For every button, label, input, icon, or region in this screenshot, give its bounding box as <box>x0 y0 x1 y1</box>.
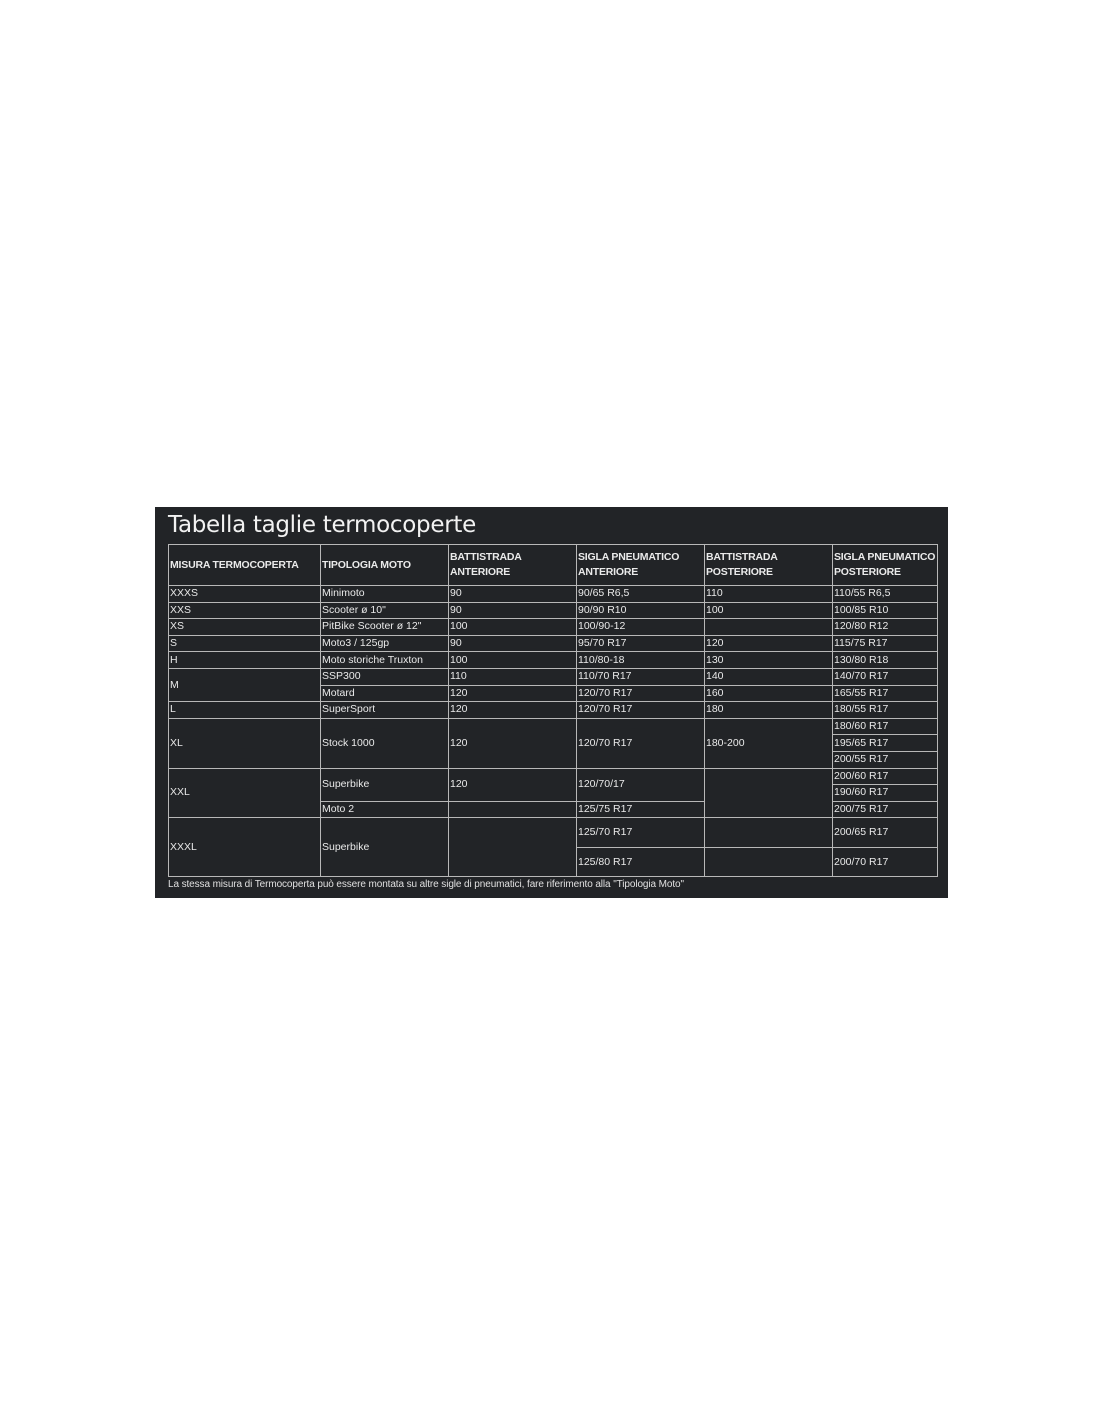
cell-front-tread: 100 <box>449 619 577 636</box>
cell-front-tread: 120 <box>449 768 577 801</box>
table-row <box>169 818 938 848</box>
cell-front-tread: 90 <box>449 635 577 652</box>
cell-rear-tread: 140 <box>705 668 833 685</box>
cell-front-tread: 100 <box>449 652 577 669</box>
cell-rear-tyre: 130/80 R18 <box>833 652 938 669</box>
cell-moto: Motard <box>321 685 449 702</box>
cell-rear-tyre: 200/55 R17 <box>833 751 938 768</box>
cell-rear-tread: 160 <box>705 685 833 702</box>
cell-size: XL <box>169 718 321 768</box>
table-row <box>169 702 938 719</box>
cell-rear-tread: 110 <box>705 586 833 603</box>
cell-rear-tread: 120 <box>705 635 833 652</box>
cell-front-tread <box>449 801 577 818</box>
cell-size: M <box>169 668 321 701</box>
size-chart-panel <box>155 507 948 898</box>
cell-size: XXL <box>169 768 321 818</box>
cell-moto: Moto storiche Truxton <box>321 652 449 669</box>
cell-front-tread: 90 <box>449 586 577 603</box>
cell-rear-tyre: 190/60 R17 <box>833 785 938 802</box>
cell-front-tyre: 90/90 R10 <box>577 602 705 619</box>
cell-rear-tyre: 110/55 R6,5 <box>833 586 938 603</box>
cell-rear-tread <box>705 847 833 877</box>
cell-rear-tyre: 200/70 R17 <box>833 847 938 877</box>
cell-rear-tyre: 180/60 R17 <box>833 718 938 735</box>
cell-moto: Moto 2 <box>321 801 449 818</box>
cell-front-tyre: 125/80 R17 <box>577 847 705 877</box>
table-row <box>169 635 938 652</box>
table-header-row <box>169 545 938 586</box>
cell-front-tread: 90 <box>449 602 577 619</box>
cell-size: H <box>169 652 321 669</box>
header-rear-tread: BATTISTRADA POSTERIORE <box>705 545 833 586</box>
cell-rear-tyre: 120/80 R12 <box>833 619 938 636</box>
cell-moto: Superbike <box>321 768 449 801</box>
page-title: Tabella taglie termocoperte <box>168 512 476 538</box>
cell-moto: Moto3 / 125gp <box>321 635 449 652</box>
header-size: MISURA TERMOCOPERTA <box>169 545 321 586</box>
table-row <box>169 652 938 669</box>
cell-moto: SSP300 <box>321 668 449 685</box>
cell-moto: SuperSport <box>321 702 449 719</box>
cell-size: L <box>169 702 321 719</box>
cell-front-tyre: 125/70 R17 <box>577 818 705 848</box>
cell-size: XXS <box>169 602 321 619</box>
cell-moto: Stock 1000 <box>321 718 449 768</box>
cell-moto: Superbike <box>321 818 449 877</box>
header-front-tread: BATTISTRADA ANTERIORE <box>449 545 577 586</box>
cell-rear-tread <box>705 768 833 818</box>
table-row <box>169 586 938 603</box>
cell-rear-tyre: 200/75 R17 <box>833 801 938 818</box>
cell-rear-tyre: 200/65 R17 <box>833 818 938 848</box>
cell-rear-tyre: 140/70 R17 <box>833 668 938 685</box>
cell-rear-tread <box>705 619 833 636</box>
cell-moto: PitBike Scooter ø 12" <box>321 619 449 636</box>
cell-moto: Scooter ø 10" <box>321 602 449 619</box>
header-rear-tyre: SIGLA PNEUMATICO POSTERIORE <box>833 545 938 586</box>
cell-rear-tyre: 195/65 R17 <box>833 735 938 752</box>
cell-front-tread: 110 <box>449 668 577 685</box>
table-row <box>169 602 938 619</box>
size-table <box>168 544 938 877</box>
header-moto-type: TIPOLOGIA MOTO <box>321 545 449 586</box>
cell-rear-tyre: 200/60 R17 <box>833 768 938 785</box>
cell-rear-tread <box>705 818 833 848</box>
cell-rear-tyre: 165/55 R17 <box>833 685 938 702</box>
cell-size: S <box>169 635 321 652</box>
table-row <box>169 768 938 785</box>
table-row <box>169 718 938 735</box>
cell-front-tread: 120 <box>449 685 577 702</box>
cell-rear-tyre: 100/85 R10 <box>833 602 938 619</box>
cell-front-tread: 120 <box>449 702 577 719</box>
cell-front-tyre: 120/70/17 <box>577 768 705 801</box>
cell-moto: Minimoto <box>321 586 449 603</box>
cell-front-tyre: 90/65 R6,5 <box>577 586 705 603</box>
cell-front-tread <box>449 818 577 877</box>
cell-rear-tyre: 115/75 R17 <box>833 635 938 652</box>
cell-size: XS <box>169 619 321 636</box>
cell-front-tyre: 120/70 R17 <box>577 702 705 719</box>
cell-rear-tread: 180-200 <box>705 718 833 768</box>
cell-front-tyre: 110/80-18 <box>577 652 705 669</box>
table-footnote: La stessa misura di Termocoperta può essere montata su altre sigle di pneumatici, fare riferimento alla "Tipologia Moto" <box>168 879 684 891</box>
cell-rear-tread: 130 <box>705 652 833 669</box>
cell-front-tyre: 110/70 R17 <box>577 668 705 685</box>
cell-front-tyre: 120/70 R17 <box>577 685 705 702</box>
cell-size: XXXS <box>169 586 321 603</box>
cell-rear-tread: 180 <box>705 702 833 719</box>
header-front-tyre: SIGLA PNEUMATICO ANTERIORE <box>577 545 705 586</box>
cell-front-tread: 120 <box>449 718 577 768</box>
cell-front-tyre: 120/70 R17 <box>577 718 705 768</box>
cell-size: XXXL <box>169 818 321 877</box>
cell-rear-tread: 100 <box>705 602 833 619</box>
cell-front-tyre: 125/75 R17 <box>577 801 705 818</box>
table-row <box>169 619 938 636</box>
cell-front-tyre: 95/70 R17 <box>577 635 705 652</box>
cell-rear-tyre: 180/55 R17 <box>833 702 938 719</box>
cell-front-tyre: 100/90-12 <box>577 619 705 636</box>
table-row <box>169 668 938 685</box>
